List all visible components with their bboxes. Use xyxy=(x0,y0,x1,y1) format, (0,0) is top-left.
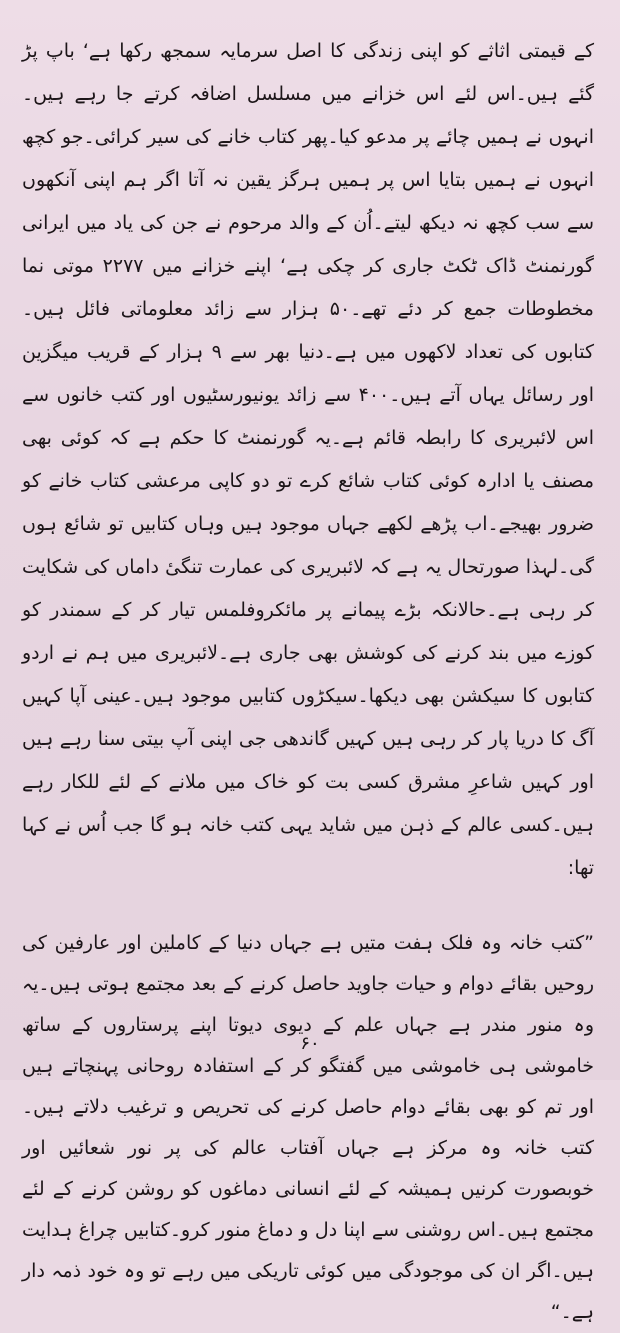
body-paragraph: کے قیمتی اثاثے کو اپنی زندگی کا اصل سرمایہ سمجھ رکھا ہے‘ باپ پڑ گئے ہیں۔اس لئے اس خزانے میں مسلسل اضافہ کرتے جا رہے ہیں۔انہوں نے ہمیں چائے پر مدعو کیا۔پھر کتاب خانے کی سیر کرائی۔جو کچھ انہوں نے ہمیں بتایا اس پر ہمیں ہرگز یقین نہ آتا اگر ہم اپنی آنکھوں سے سب کچھ نہ دیکھ لیتے۔اُن کے والد مرحوم نے جن کی یاد میں ایرانی گورنمنٹ ڈاک ٹکٹ جاری کر چکی ہے‘ اپنے خزانے میں ۲۲۷۷ موتی نما مخطوطات جمع کر دئے تھے۔۵۰ ہزار سے زائد معلوماتی فائل ہیں۔کتابوں کی تعداد لاکھوں میں ہے۔دنیا بھر سے ۹ ہزار کے قریب میگزین اور رسائل یہاں آتے ہیں۔۴۰۰ سے زائد یونیورسٹیوں اور کتب خانوں سے اس لائبریری کا رابطہ قائم ہے۔یہ گورنمنٹ کا حکم ہے کہ کوئی بھی مصنف یا ادارہ کوئی کتاب شائع کرے تو دو کاپی مرعشی کتاب خانے کو ضرور بھیجے۔اب پڑھے لکھے جہاں موجود ہیں وہاں کتابیں تو شائع ہوں گی۔لہذا صورتحال یہ ہے کہ لائبریری کی عمارت تنگیٔ داماں کی شکایت کر رہی ہے۔حالانکہ بڑے پیمانے پر مائکروفلمس تیار کر کے سمندر کو کوزے میں بند کرنے کی کوشش بھی جاری ہے۔لائبریری میں ہم نے اردو کتابوں کا سیکشن بھی دیکھا۔سیکڑوں کتابیں موجود ہیں۔عینی آپا کہیں آگ کا دریا پار کر رہی ہیں کہیں گاندھی جی اپنی آپ بیتی سنا رہے ہیں اور کہیں شاعرِ مشرق کسی بت کو خاک میں ملانے کے لئے للکار رہے ہیں۔کسی عالم کے ذہن میں شاید یہی کتب خانہ ہو گا جب اُس نے کہا تھا: xyxy=(22,40,594,879)
quote-paragraph: ”کتب خانہ وہ فلک ہفت متیں ہے جہاں دنیا کے کاملین اور عارفین کی روحیں بقائے دوام و حیات جاوید حاصل کرنے کے بعد مجتمع ہوتی ہیں۔یہ وہ منور مندر ہے جہاں علم کے دیوی دیوتا اپنے پرستاروں کے ساتھ خاموشی ہی خاموشی میں گفتگو کر کے استفادہ روحانی پہنچاتے ہیں اور تم کو بھی بقائے دوام حاصل کرنے کی تحریص و ترغیب دلاتے ہیں۔کتب خانہ وہ مرکز ہے جہاں آفتاب عالم کی پر نور شعائیں اور خوبصورت کرنیں ہمیشہ کے لئے انسانی دماغوں کو روشن کرنے کے لئے مجتمع ہیں۔اس روشنی سے اپنا دل و دماغ منور کرو۔کتابیں چراغ ہدایت ہیں۔اگر ان کی موجودگی میں کوئی تاریکی میں رہے تو وہ خود ذمہ دار ہے۔“ xyxy=(22,932,594,1323)
page-number: ۶۰ xyxy=(300,1033,320,1054)
